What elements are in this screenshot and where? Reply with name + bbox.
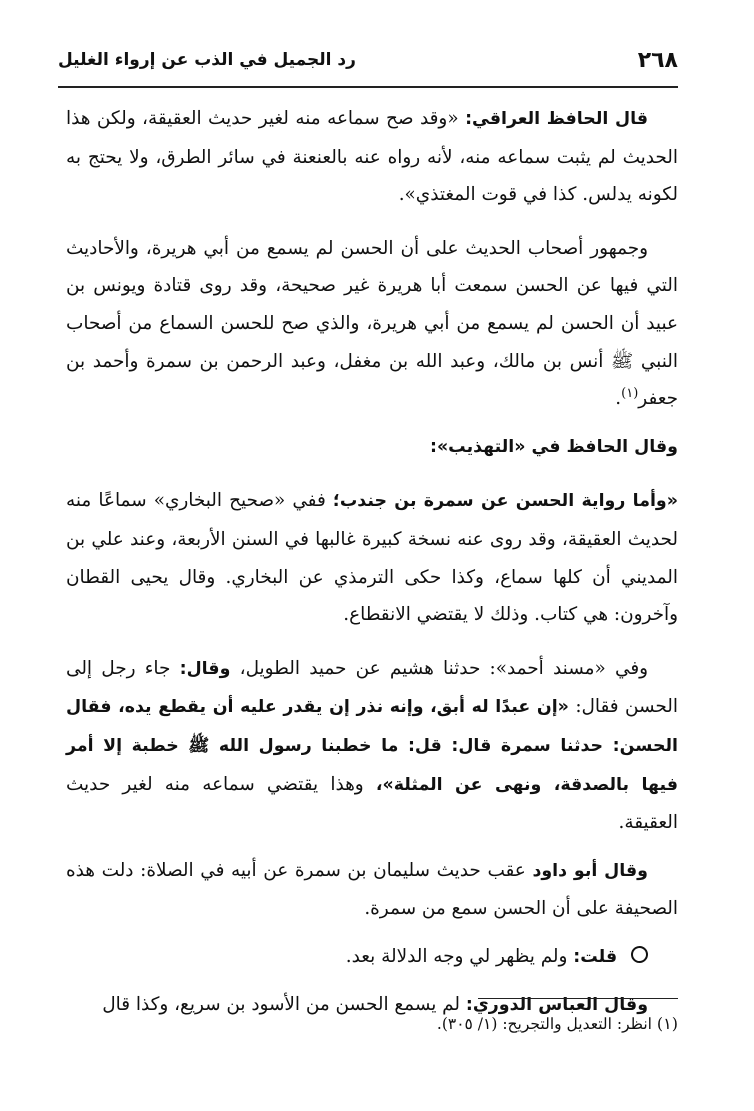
footnote xyxy=(66,1010,678,1038)
paragraph-samura xyxy=(66,482,678,633)
bold-lead: وقال أبو داود xyxy=(532,860,648,881)
running-title: رد الجميل في الذب عن إرواء الغليل xyxy=(58,50,356,70)
section-heading-tahdhib xyxy=(66,428,678,467)
paragraph-text: ولم يظهر لي وجه الدلالة بعد. xyxy=(345,945,568,967)
page-header xyxy=(58,38,678,88)
bold-lead: «وأما رواية الحسن عن سمرة بن جندب؛ xyxy=(332,491,678,512)
paragraph-abu-dawud xyxy=(66,852,678,928)
paragraph-text: ففي «صحيح البخاري» سماعًا منه لحديث العقيقة، وقد روى عنه نسخة كبيرة غالبها في السنن الأربعة، وعند علي بن المديني أن كلها سماع، وكذا حكى الترمذي عن البخاري. وقال يحيى القطان وآخرون: هي كتاب. وذلك لا يقتضي الانقطاع. xyxy=(66,490,678,626)
paragraph-text: «وقد صح سماعه منه لغير حديث العقيقة، ولكن هذا الحديث لم يثبت سماعه منه، لأنه رواه عنه بالعنعنة في سائر الطرق، ولا يحتج به لكونه يدلس. كذا في قوت المغتذي». xyxy=(66,108,678,206)
paragraph-iraqi xyxy=(66,100,678,214)
paragraph-text: جاء رجل إلى الحسن فقال: xyxy=(66,657,678,718)
bold-lead: وقال العباس الدوري: xyxy=(465,995,648,1016)
page-number: ٢٦٨ xyxy=(637,48,678,73)
paragraph-tail: . xyxy=(615,388,622,410)
paragraph-text: وهذا يقتضي سماعه منه لغير حديث العقيقة. xyxy=(66,773,678,834)
main-text xyxy=(66,100,678,1025)
bold-heading: وقال الحافظ في «التهذيب»: xyxy=(429,436,678,457)
footnote-reference[interactable]: (١) xyxy=(621,386,639,402)
footnote-text: انظر: التعديل والتجريح: (١/ ٣٠٥). xyxy=(436,1015,652,1033)
footnote-divider xyxy=(478,998,678,999)
paragraph-text: وجمهور أصحاب الحديث على أن الحسن لم يسمع من أبي هريرة، والأحاديث التي فيها عن الحسن سمعت أبا هريرة غير صحيحة، وقد روى قتادة ويونس بن عبيد أن الحسن لم يسمع من أبي هريرة، والذي صح للحسن السماع من أصحاب النبي ﷺ أنس بن مالك، وعبد الله بن مغفل، وعبد الرحمن بن سمرة وأحمد بن جعفر xyxy=(66,237,678,410)
paragraph-text: عقب حديث سليمان بن سمرة عن أبيه في الصلاة: دلت هذه الصحيفة على أن الحسن سمع من سمرة. xyxy=(66,859,678,920)
paragraph-qultu xyxy=(66,938,678,977)
bold-lead: قال الحافظ العراقي: xyxy=(465,109,649,129)
paragraph-majority xyxy=(66,230,678,418)
paragraph-text: وفي «مسند أحمد»: حدثنا هشيم عن حميد الطويل، xyxy=(239,657,648,679)
bold-quote: «إن عبدًا له أبق، وإنه نذر إن يقدر عليه أن يقطع يده، فقال الحسن: حدثنا سمرة قال: قل: ما خطبنا رسول الله ﷺ خطبة إلا أمر فيها بالصدقة، ونهى عن المثلة»، xyxy=(66,697,678,795)
footnote-marker: (١) xyxy=(656,1014,678,1033)
bold-lead: قلت: xyxy=(573,946,618,967)
paragraph-musnad-ahmad xyxy=(66,650,678,842)
circle-bullet-icon xyxy=(631,946,648,963)
paragraph-text: لم يسمع الحسن من الأسود بن سريع، وكذا قال xyxy=(102,994,461,1016)
bold-phrase: وقال: xyxy=(179,658,231,679)
